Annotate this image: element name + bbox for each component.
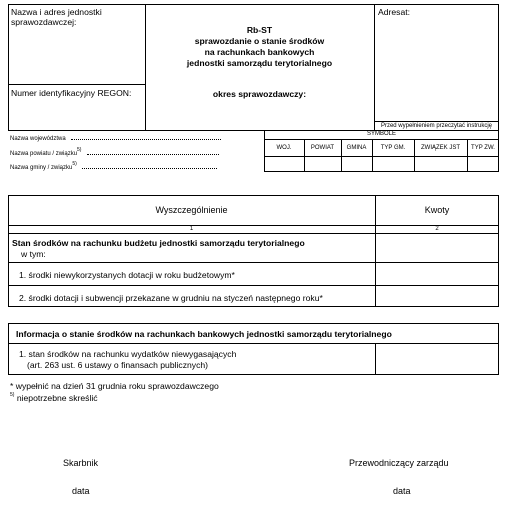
col-number-1: 1 <box>189 226 194 232</box>
symbols-col-divider <box>372 139 373 172</box>
name-address-label: Nazwa i adres jednostki sprawozdawczej: <box>11 7 102 27</box>
commune-label: Nazwa gminy / związku <box>10 165 73 171</box>
regon-label: Numer identyfikacyjny REGON: <box>11 88 132 98</box>
footnote-5-text: niepotrzebne skreślić <box>16 393 98 403</box>
row-december-transfers: 2. środki dotacji i subwencji przekazane w grudniu na styczeń następnego roku* <box>19 293 323 303</box>
symbols-header-line <box>264 139 499 140</box>
commune-dotted-field <box>82 162 217 169</box>
treasurer-date-label: data <box>72 486 90 496</box>
symbols-header: SYMBOLE <box>366 131 396 137</box>
col-header-amounts: Kwoty <box>424 205 450 215</box>
county-dotted-field <box>87 148 219 155</box>
period-label: okres sprawozdawczy: <box>212 89 307 99</box>
voivodeship-row <box>10 133 260 143</box>
commune-footnote-mark: 5) <box>72 161 77 167</box>
symbol-col-zwiazek-jst: ZWIĄZEK JST <box>421 145 460 151</box>
col-number-2: 2 <box>435 226 439 232</box>
footnote-5-mark: 5) <box>10 392 15 398</box>
form-code: Rb-ST <box>246 25 273 35</box>
row-unused-grants: 1. środki niewykorzystanych dotacji w roku budżetowym* <box>19 270 235 280</box>
footnote-asterisk: * wypełnić na dzień 31 grudnia roku sprawozdawczego <box>10 381 219 391</box>
form-title-line-1: sprawozdanie o stanie środków <box>194 36 325 46</box>
regon-divider <box>8 84 145 85</box>
symbol-col-typ-zw: TYP ZW. <box>471 145 495 151</box>
info-table-row-line <box>8 343 499 344</box>
budget-account-section-title: Stan środków na rachunku budżetu jednostki samorządu terytorialnego <box>12 238 305 248</box>
info-row-nonexpiring-line-2: (art. 263 ust. 6 ustawy o finansach publicznych) <box>27 360 209 370</box>
county-row <box>10 148 260 158</box>
info-table-col-divider <box>375 343 376 375</box>
addressee-label: Adresat: <box>378 7 411 17</box>
main-table-row-line <box>8 233 499 234</box>
symbols-col-divider <box>304 139 305 172</box>
symbol-col-woj: WOJ. <box>276 145 292 151</box>
main-table-row-line <box>8 285 499 286</box>
voivodeship-dotted-field <box>71 133 221 140</box>
symbols-col-divider <box>341 139 342 172</box>
form-title-line-2: na rachunkach bankowych <box>204 47 315 57</box>
col-header-description: Wyszczególnienie <box>155 205 228 215</box>
main-table-row-line <box>8 262 499 263</box>
instructions-note: Przed wypełnieniem przeczytać instrukcję <box>380 123 493 129</box>
chairman-signature-label: Przewodniczący zarządu <box>349 458 449 468</box>
county-label: Nazwa powiatu / związku <box>10 151 78 157</box>
header-divider-right <box>374 4 375 131</box>
footnote-5 <box>10 393 410 403</box>
symbol-col-gmina: GMINA <box>346 145 367 151</box>
treasurer-signature-label: Skarbnik <box>63 458 99 468</box>
symbols-labels-line <box>264 156 499 157</box>
symbols-col-divider <box>414 139 415 172</box>
county-footnote-mark: 5) <box>77 147 82 153</box>
chairman-date-label: data <box>393 486 411 496</box>
in-that-label: w tym: <box>21 249 46 259</box>
instructions-divider <box>374 121 499 122</box>
commune-row <box>10 162 260 172</box>
symbol-col-typ-gm: TYP GM. <box>380 145 406 151</box>
form-title-line-3: jednostki samorządu terytorialnego <box>186 58 333 68</box>
info-row-nonexpiring-line-1: 1. stan środków na rachunku wydatków niewygasających <box>19 349 237 359</box>
symbols-col-divider <box>467 139 468 172</box>
info-table-title: Informacja o stanie środków na rachunkach bankowych jednostki samorządu terytorialnego <box>16 329 392 339</box>
symbol-col-powiat: POWIAT <box>310 145 335 151</box>
voivodeship-label: Nazwa województwa <box>10 136 66 142</box>
